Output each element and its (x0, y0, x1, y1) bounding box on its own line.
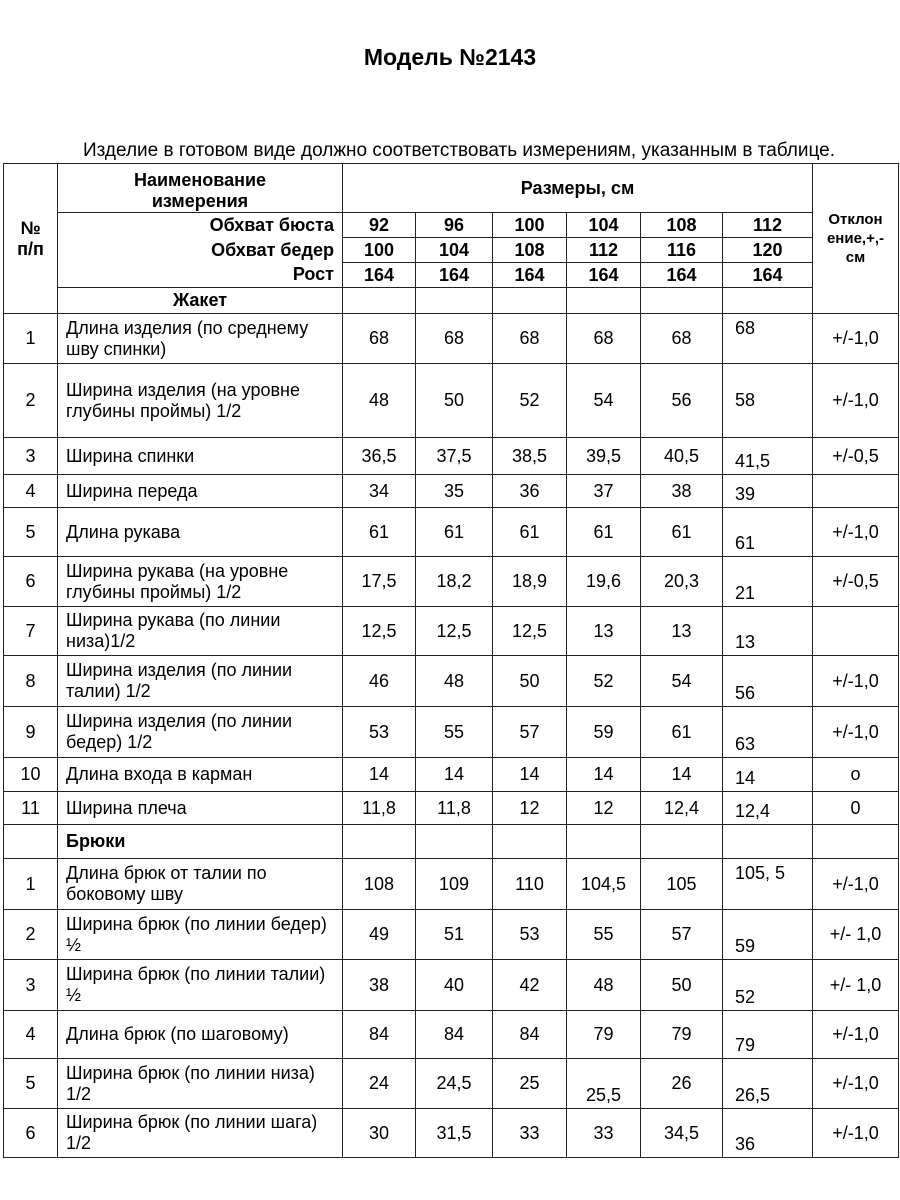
table-row (4, 475, 899, 508)
row-number: 6 (4, 1109, 58, 1158)
table-row (4, 1109, 899, 1158)
tolerance-value: +/-1,0 (813, 1011, 899, 1059)
size-value: 12 (567, 792, 641, 825)
empty-cell (723, 825, 813, 859)
size-header-label: Обхват бедер (58, 238, 343, 263)
size-header-value: 164 (493, 263, 567, 288)
size-value: 40 (416, 960, 493, 1011)
table-row (4, 960, 899, 1011)
size-header-value: 108 (493, 238, 567, 263)
size-header-value: 112 (567, 238, 641, 263)
empty-cell (416, 288, 493, 314)
size-value: 24,5 (416, 1059, 493, 1109)
size-header-value: 164 (416, 263, 493, 288)
empty-cell (641, 825, 723, 859)
section-title: Жакет (58, 288, 343, 314)
size-header-value: 164 (641, 263, 723, 288)
measurement-name: Длина брюк (по шаговому) (58, 1011, 343, 1059)
size-value: 46 (343, 656, 416, 707)
tolerance-value: 0 (813, 792, 899, 825)
size-value: 59 (723, 910, 813, 960)
tolerance-value: +/-1,0 (813, 314, 899, 364)
size-value: 68 (723, 314, 813, 364)
size-header-value: 164 (723, 263, 813, 288)
document-title: Модель №2143 (363, 44, 537, 70)
size-value: 48 (343, 364, 416, 438)
measurement-name: Ширина переда (58, 475, 343, 508)
size-value: 25,5 (567, 1059, 641, 1109)
size-header-row (4, 213, 899, 238)
size-header-value: 104 (416, 238, 493, 263)
tolerance-value: +/-1,0 (813, 656, 899, 707)
size-value: 19,6 (567, 557, 641, 607)
size-header-value: 116 (641, 238, 723, 263)
tolerance-value: +/-1,0 (813, 508, 899, 557)
tolerance-value: +/-0,5 (813, 557, 899, 607)
size-value: 61 (416, 508, 493, 557)
measurement-name: Ширина брюк (по линии бедер) ½ (58, 910, 343, 960)
row-number: 5 (4, 1059, 58, 1109)
size-header-value: 164 (567, 263, 641, 288)
size-value: 61 (641, 508, 723, 557)
header-number: № п/п (4, 164, 58, 314)
table-row (4, 1011, 899, 1059)
size-value: 68 (493, 314, 567, 364)
table-row (4, 707, 899, 758)
size-value: 33 (567, 1109, 641, 1158)
size-header-value: 96 (416, 213, 493, 238)
row-number: 4 (4, 475, 58, 508)
size-value: 14 (723, 758, 813, 792)
row-number: 3 (4, 960, 58, 1011)
table-row (4, 607, 899, 656)
section-row (4, 288, 899, 314)
size-value: 41,5 (723, 438, 813, 475)
size-value: 53 (493, 910, 567, 960)
tolerance-value (813, 475, 899, 508)
measurement-name: Длина изделия (по среднему шву спинки) (58, 314, 343, 364)
size-value: 68 (416, 314, 493, 364)
size-value: 14 (493, 758, 567, 792)
table-row (4, 792, 899, 825)
row-number: 3 (4, 438, 58, 475)
size-value: 61 (493, 508, 567, 557)
measurement-name: Ширина изделия (на уровне глубины проймы) 1/2 (58, 364, 343, 438)
measurement-name: Ширина брюк (по линии талии) ½ (58, 960, 343, 1011)
tolerance-value: +/-1,0 (813, 364, 899, 438)
size-value: 50 (641, 960, 723, 1011)
size-value: 54 (641, 656, 723, 707)
size-value: 51 (416, 910, 493, 960)
empty-cell (343, 825, 416, 859)
size-value: 105 (641, 859, 723, 910)
row-number: 7 (4, 607, 58, 656)
size-value: 48 (416, 656, 493, 707)
empty-cell (813, 825, 899, 859)
size-value: 68 (343, 314, 416, 364)
tolerance-value: +/-0,5 (813, 438, 899, 475)
size-value: 12 (493, 792, 567, 825)
size-value: 52 (723, 960, 813, 1011)
tolerance-value: +/-1,0 (813, 1059, 899, 1109)
size-value: 36 (723, 1109, 813, 1158)
size-value: 36 (493, 475, 567, 508)
empty-cell (493, 288, 567, 314)
size-value: 12,5 (343, 607, 416, 656)
row-number: 5 (4, 508, 58, 557)
size-value: 54 (567, 364, 641, 438)
size-value: 42 (493, 960, 567, 1011)
size-header-value: 120 (723, 238, 813, 263)
measurement-name: Длина входа в карман (58, 758, 343, 792)
size-value: 68 (641, 314, 723, 364)
size-header-row (4, 263, 899, 288)
size-value: 50 (416, 364, 493, 438)
size-value: 34,5 (641, 1109, 723, 1158)
size-value: 12,5 (493, 607, 567, 656)
measurement-name: Ширина рукава (на уровне глубины проймы) 1/2 (58, 557, 343, 607)
measurement-name: Ширина брюк (по линии низа) 1/2 (58, 1059, 343, 1109)
measurement-name: Ширина плеча (58, 792, 343, 825)
table-row (4, 910, 899, 960)
row-number: 11 (4, 792, 58, 825)
size-value: 12,4 (723, 792, 813, 825)
size-value: 36,5 (343, 438, 416, 475)
size-header-label: Рост (58, 263, 343, 288)
size-value: 33 (493, 1109, 567, 1158)
empty-cell (567, 825, 641, 859)
header-tolerance: Отклон ение,+,- см (813, 164, 899, 314)
size-value: 84 (416, 1011, 493, 1059)
size-value: 39,5 (567, 438, 641, 475)
size-value: 58 (723, 364, 813, 438)
empty-cell (343, 288, 416, 314)
size-value: 61 (723, 508, 813, 557)
size-value: 17,5 (343, 557, 416, 607)
size-value: 104,5 (567, 859, 641, 910)
empty-cell (567, 288, 641, 314)
size-header-value: 100 (343, 238, 416, 263)
size-value: 55 (567, 910, 641, 960)
table-row (4, 557, 899, 607)
table-row (4, 438, 899, 475)
measurement-name: Длина брюк от талии по боковому шву (58, 859, 343, 910)
header-name: Наименование измерения (58, 164, 343, 213)
size-value: 24 (343, 1059, 416, 1109)
empty-cell (493, 825, 567, 859)
size-header-row (4, 238, 899, 263)
size-value: 61 (343, 508, 416, 557)
header-sizes: Размеры, см (343, 164, 813, 213)
size-value: 50 (493, 656, 567, 707)
measurement-name: Ширина спинки (58, 438, 343, 475)
section-row (4, 825, 899, 859)
size-header-value: 100 (493, 213, 567, 238)
size-value: 11,8 (343, 792, 416, 825)
size-header-value: 104 (567, 213, 641, 238)
size-value: 13 (641, 607, 723, 656)
table-row (4, 314, 899, 364)
size-value: 12,4 (641, 792, 723, 825)
table-row (4, 364, 899, 438)
size-value: 40,5 (641, 438, 723, 475)
tolerance-value (813, 607, 899, 656)
size-value: 105, 5 (723, 859, 813, 910)
size-value: 55 (416, 707, 493, 758)
size-value: 49 (343, 910, 416, 960)
size-header-label: Обхват бюста (58, 213, 343, 238)
size-header-value: 108 (641, 213, 723, 238)
size-value: 68 (567, 314, 641, 364)
size-value: 79 (723, 1011, 813, 1059)
size-value: 52 (567, 656, 641, 707)
size-value: 18,2 (416, 557, 493, 607)
row-number: 4 (4, 1011, 58, 1059)
row-number: 10 (4, 758, 58, 792)
size-value: 14 (343, 758, 416, 792)
size-value: 12,5 (416, 607, 493, 656)
size-value: 26,5 (723, 1059, 813, 1109)
tolerance-value: +/-1,0 (813, 1109, 899, 1158)
size-value: 14 (567, 758, 641, 792)
measurement-name: Длина рукава (58, 508, 343, 557)
size-value: 20,3 (641, 557, 723, 607)
size-value: 39 (723, 475, 813, 508)
size-value: 37,5 (416, 438, 493, 475)
size-value: 57 (641, 910, 723, 960)
size-value: 18,9 (493, 557, 567, 607)
row-number: 1 (4, 314, 58, 364)
measurement-name: Ширина рукава (по линии низа)1/2 (58, 607, 343, 656)
size-value: 30 (343, 1109, 416, 1158)
tolerance-value: +/- 1,0 (813, 910, 899, 960)
tolerance-value: о (813, 758, 899, 792)
size-value: 38 (343, 960, 416, 1011)
measurement-name: Ширина изделия (по линии бедер) 1/2 (58, 707, 343, 758)
table-row (4, 1059, 899, 1109)
size-value: 48 (567, 960, 641, 1011)
size-value: 25 (493, 1059, 567, 1109)
size-header-value: 112 (723, 213, 813, 238)
size-value: 14 (416, 758, 493, 792)
table-row (4, 508, 899, 557)
measurement-name: Ширина брюк (по линии шага) 1/2 (58, 1109, 343, 1158)
size-value: 84 (493, 1011, 567, 1059)
size-value: 21 (723, 557, 813, 607)
size-value: 52 (493, 364, 567, 438)
table-row (4, 656, 899, 707)
measurement-name: Ширина изделия (по линии талии) 1/2 (58, 656, 343, 707)
size-value: 79 (641, 1011, 723, 1059)
size-value: 34 (343, 475, 416, 508)
row-number: 6 (4, 557, 58, 607)
row-number: 9 (4, 707, 58, 758)
size-value: 84 (343, 1011, 416, 1059)
tolerance-value: +/-1,0 (813, 859, 899, 910)
size-value: 35 (416, 475, 493, 508)
size-value: 11,8 (416, 792, 493, 825)
size-value: 38,5 (493, 438, 567, 475)
measurement-table (3, 163, 899, 1158)
size-value: 110 (493, 859, 567, 910)
size-value: 59 (567, 707, 641, 758)
size-value: 13 (567, 607, 641, 656)
size-header-value: 92 (343, 213, 416, 238)
size-value: 31,5 (416, 1109, 493, 1158)
empty-cell (416, 825, 493, 859)
size-value: 56 (641, 364, 723, 438)
table-row (4, 758, 899, 792)
size-header-value: 164 (343, 263, 416, 288)
size-value: 14 (641, 758, 723, 792)
tolerance-value: +/-1,0 (813, 707, 899, 758)
size-value: 26 (641, 1059, 723, 1109)
size-value: 37 (567, 475, 641, 508)
table-row (4, 859, 899, 910)
row-number: 8 (4, 656, 58, 707)
row-number: 2 (4, 910, 58, 960)
size-value: 38 (641, 475, 723, 508)
row-number: 2 (4, 364, 58, 438)
size-value: 79 (567, 1011, 641, 1059)
size-value: 61 (567, 508, 641, 557)
size-value: 57 (493, 707, 567, 758)
size-value: 13 (723, 607, 813, 656)
document-subtitle: Изделие в готовом виде должно соответствовать измерениям, указанным в таблице. (82, 140, 836, 161)
empty-cell (641, 288, 723, 314)
empty-cell (4, 825, 58, 859)
size-value: 109 (416, 859, 493, 910)
size-value: 56 (723, 656, 813, 707)
row-number: 1 (4, 859, 58, 910)
tolerance-value: +/- 1,0 (813, 960, 899, 1011)
size-value: 61 (641, 707, 723, 758)
size-value: 108 (343, 859, 416, 910)
size-value: 53 (343, 707, 416, 758)
empty-cell (723, 288, 813, 314)
section-title: Брюки (58, 825, 343, 859)
size-value: 63 (723, 707, 813, 758)
